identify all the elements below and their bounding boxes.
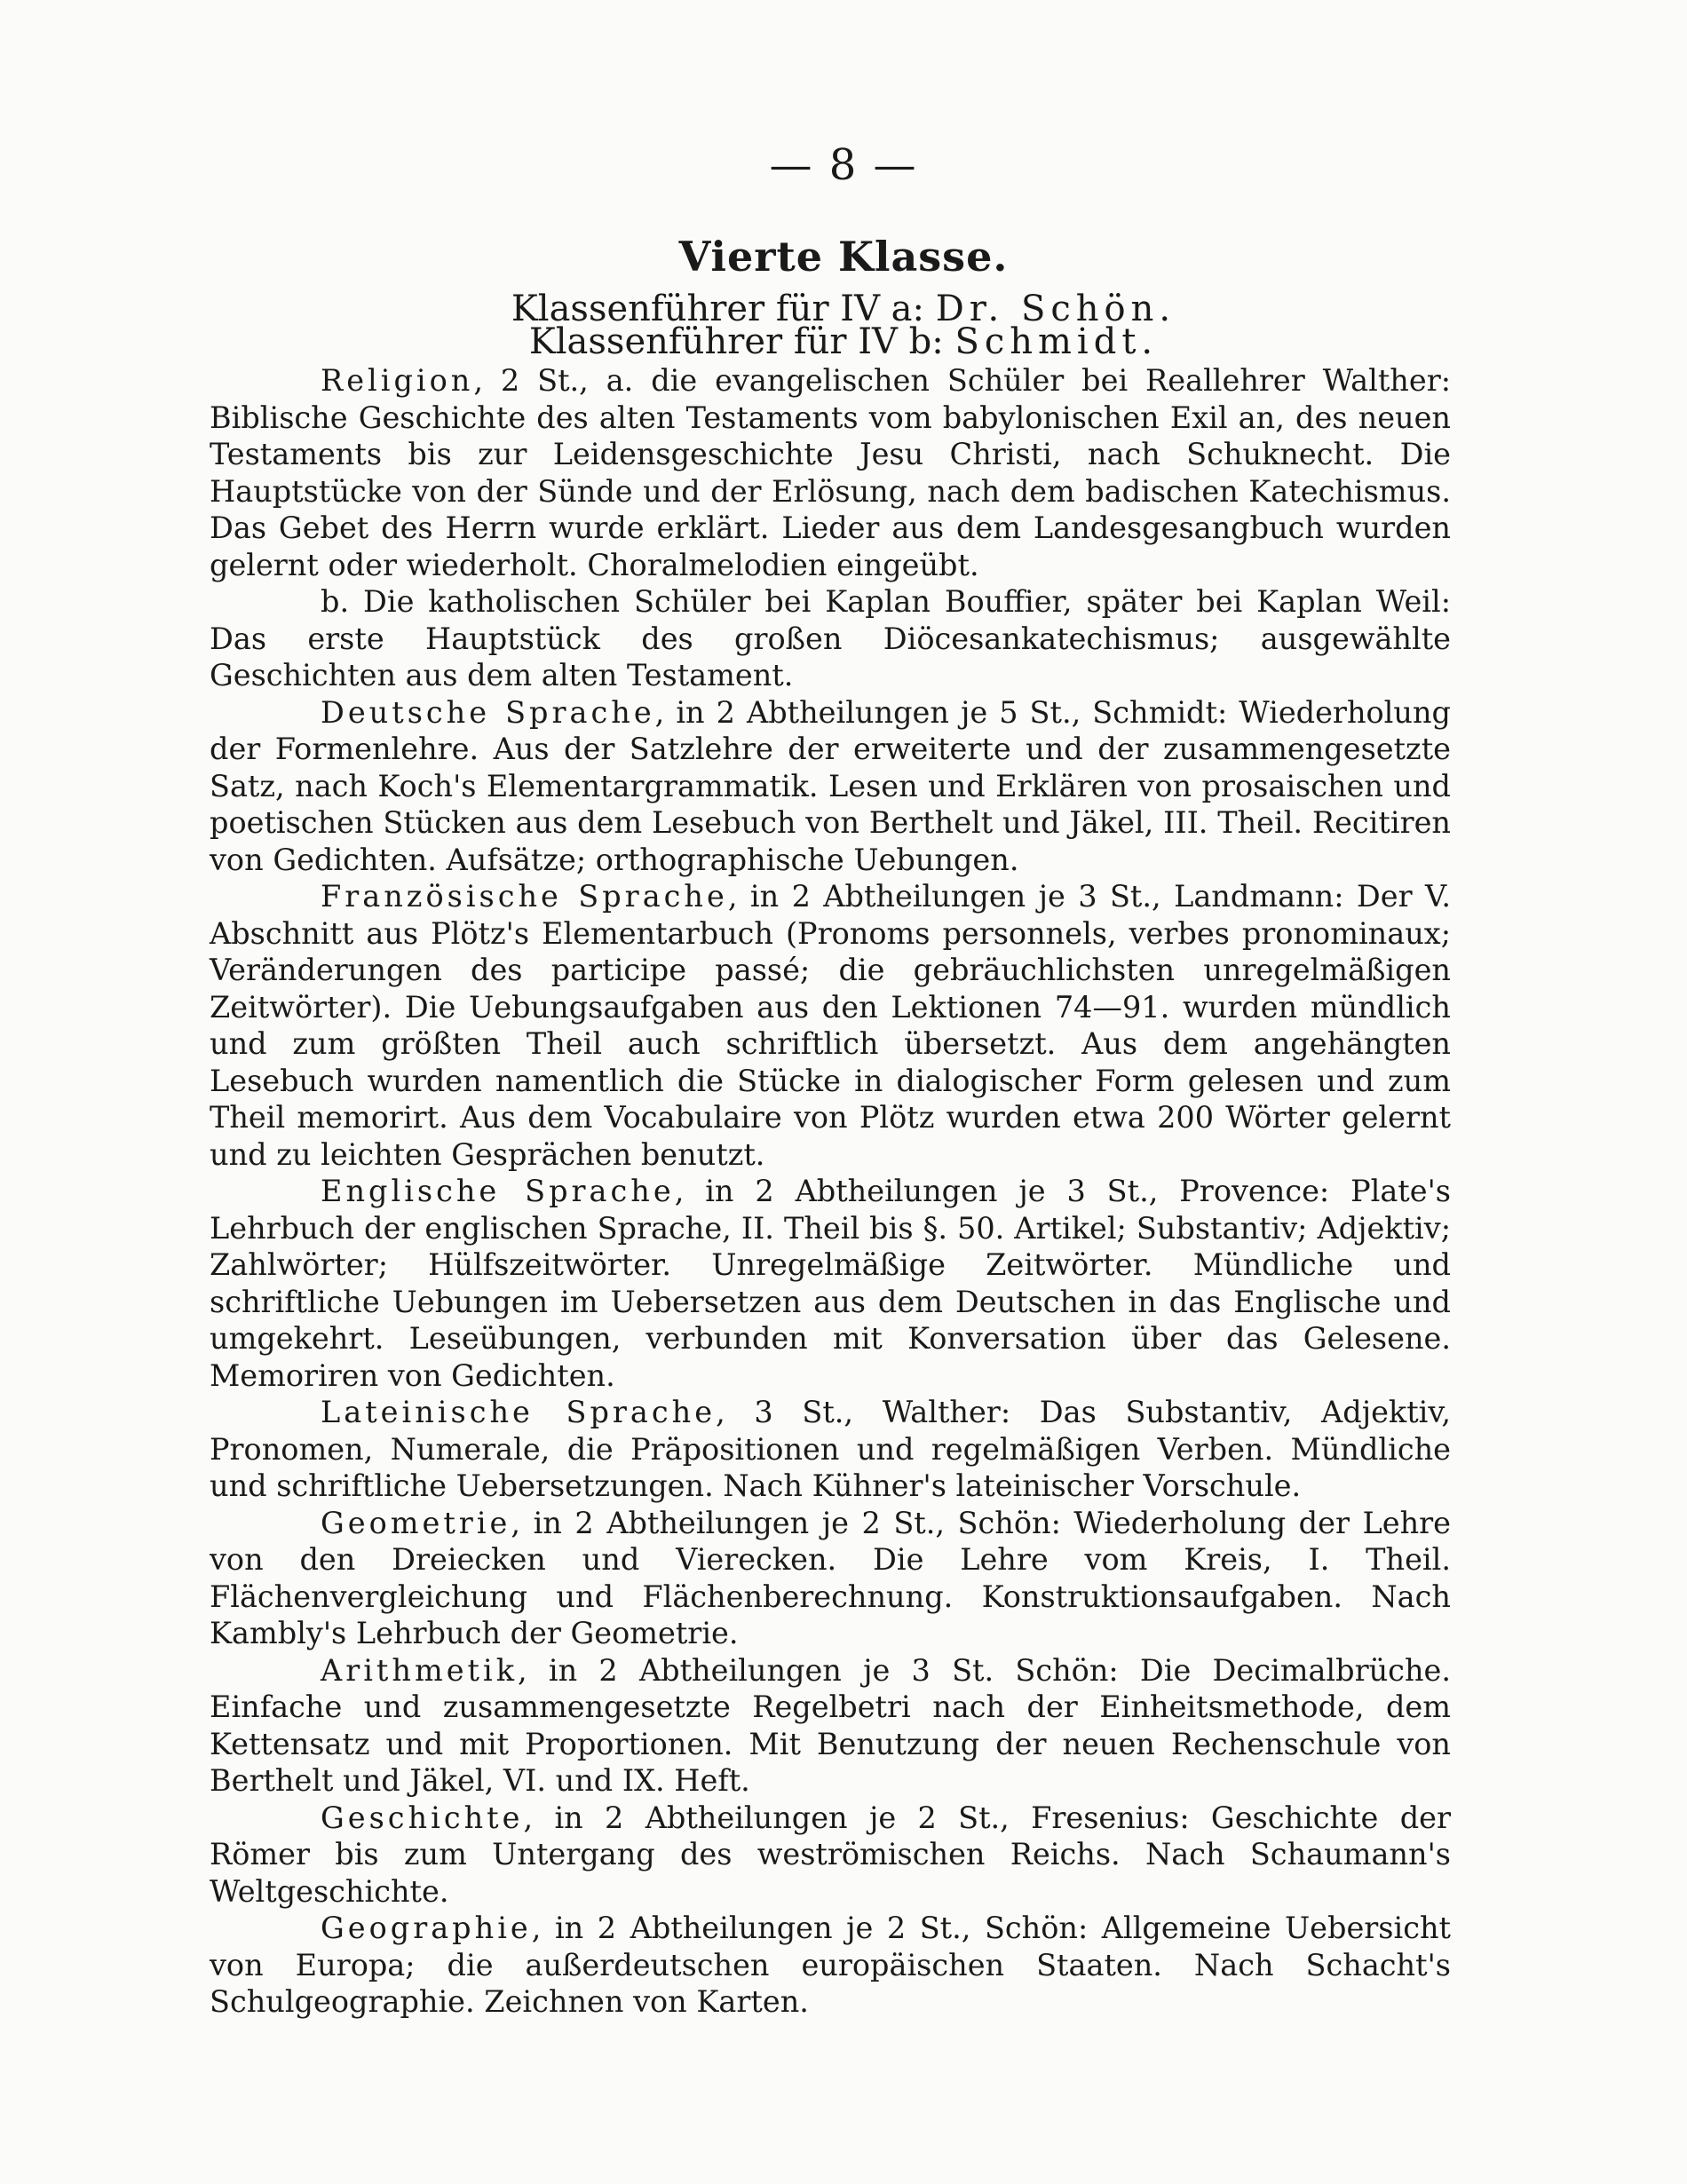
paragraph-geschichte <box>210 1800 1451 1911</box>
subject-name: Arithmetik <box>321 1652 519 1688</box>
paragraph-text: , 3 St., Walther: Das Substantiv, Adjektiv, Pronomen, Numerale, die Präpositionen und regelmäßigen Verben. Mündliche und schriftliche Uebersetzungen. Nach Kühner's lateinischer Vorschule. <box>210 1395 1451 1503</box>
subject-name: Englische Sprache <box>321 1174 675 1208</box>
paragraph-geometrie <box>210 1505 1451 1652</box>
subject-name: Geographie <box>321 1911 532 1945</box>
paragraph-franzoesisch <box>210 878 1451 1173</box>
paragraph-latein <box>210 1394 1451 1505</box>
subject-name: Religion <box>321 363 474 398</box>
paragraph-text: , 2 St., a. die evangelischen Schüler bei Reallehrer Walther: Biblische Geschichte des alten Testaments vom babylonischen Exil an, des neuen Testaments bis zur Leidensgeschichte Jesu Christi, nach Schuknecht. Die Hauptstücke von der Sünde und der Erlösung, nach dem badischen Katechismus. Das Gebet des Herrn wurde erklärt. Lieder aus dem Landesgesangbuch wurden gelernt oder wiederholt. Choralmelodien eingeübt. <box>210 363 1451 582</box>
subject-name: Geschichte <box>321 1800 524 1835</box>
paragraph-deutsch <box>210 694 1451 879</box>
paragraph-text: , in 2 Abtheilungen je 5 St., Schmidt: Wiederholung der Formenlehre. Aus der Satzlehre der erweiterte und der zusammengesetzte Satz, nach Koch's Elementargrammatik. Lesen und Erklären von prosaischen und poetischen Stücken aus dem Lesebuch von Berthelt und Jäkel, III. Theil. Recitiren von Gedichten. Aufsätze; orthographische Uebungen. <box>210 694 1451 877</box>
paragraph-englisch <box>210 1173 1451 1394</box>
class-leader-name: Schmidt. <box>954 321 1159 362</box>
class-leader-ivb <box>0 321 1687 362</box>
paragraph-text: , in 2 Abtheilungen je 2 St., Fresenius: Geschichte der Römer bis zum Untergang des weströmischen Reichs. Nach Schaumann's Weltgeschichte. <box>210 1800 1451 1909</box>
paragraph-text: , in 2 Abtheilungen je 2 St., Schön: Allgemeine Uebersicht von Europa; die außerdeutschen europäischen Staaten. Nach Schacht's Schulgeographie. Zeichnen von Karten. <box>210 1911 1451 2019</box>
subject-name: Deutsche Sprache <box>321 694 655 730</box>
paragraph-religion <box>210 362 1451 583</box>
class-leader-name: Dr. Schön. <box>935 289 1176 329</box>
paragraph-geographie <box>210 1910 1451 2021</box>
subject-name: Geometrie <box>321 1505 511 1540</box>
paragraph-text: , in 2 Abtheilungen je 3 St., Landmann: Der V. Abschnitt aus Plötz's Elementarbuch (Pronoms personnels, verbes pronominaux; Veränderungen des participe passé; die gebräuchlichsten unregelmäßigen Zeitwörter). Die Uebungsaufgaben aus den Lektionen 74—91. wurden mündlich und zum größten Theil auch schriftlich übersetzt. Aus dem angehängten Lesebuch wurden namentlich die Stücke in dialogischer Form gelesen und zum Theil memorirt. Aus dem Vocabulaire von Plötz wurden etwa 200 Wörter gelernt und zu leichten Gesprächen benutzt. <box>210 879 1451 1172</box>
page-number: — 8 — <box>769 140 918 190</box>
paragraph-text: b. Die katholischen Schüler bei Kaplan Bouffier, später bei Kaplan Weil: Das erste Hauptstück des großen Diöcesankatechismus; ausgewählte Geschichten aus dem alten Testament. <box>210 584 1451 692</box>
paragraph-text: , in 2 Abtheilungen je 2 St., Schön: Wiederholung der Lehre von den Dreiecken und Vierecken. Die Lehre vom Kreis, I. Theil. Flächenvergleichung und Flächenberechnung. Konstruktionsaufgaben. Nach Kambly's Lehrbuch der Geometrie. <box>210 1505 1451 1650</box>
paragraph-text: , in 2 Abtheilungen je 3 St. Schön: Die Decimalbrüche. Einfache und zusammengesetzte Regelbetri nach der Einheitsmethode, dem Kettensatz und mit Proportionen. Mit Benutzung der neuen Rechenschule von Berthelt und Jäkel, VI. und IX. Heft. <box>210 1652 1451 1798</box>
paragraph-arithmetik <box>210 1652 1451 1800</box>
class-leader-label: Klassenführer für IV a: <box>511 289 925 329</box>
subject-name: Lateinische Sprache <box>321 1395 717 1429</box>
class-leader-label: Klassenführer für IV b: <box>528 321 944 362</box>
subject-name: Französische Sprache <box>321 879 728 914</box>
section-title: Vierte Klasse. <box>678 233 1009 281</box>
paragraph-religion-catholic <box>210 583 1451 694</box>
paragraph-text: , in 2 Abtheilungen je 3 St., Provence: Plate's Lehrbuch der englischen Sprache, II. Theil bis §. 50. Artikel; Substantiv; Adjektiv; Zahlwörter; Hülfszeitwörter. Unregelmäßige Zeitwörter. Mündliche und schriftliche Uebungen im Uebersetzen aus dem Deutschen in das Englische und umgekehrt. Leseübungen, verbunden mit Konversation über das Gelesene. Memoriren von Gedichten. <box>210 1174 1451 1393</box>
body-text <box>210 362 1451 2021</box>
